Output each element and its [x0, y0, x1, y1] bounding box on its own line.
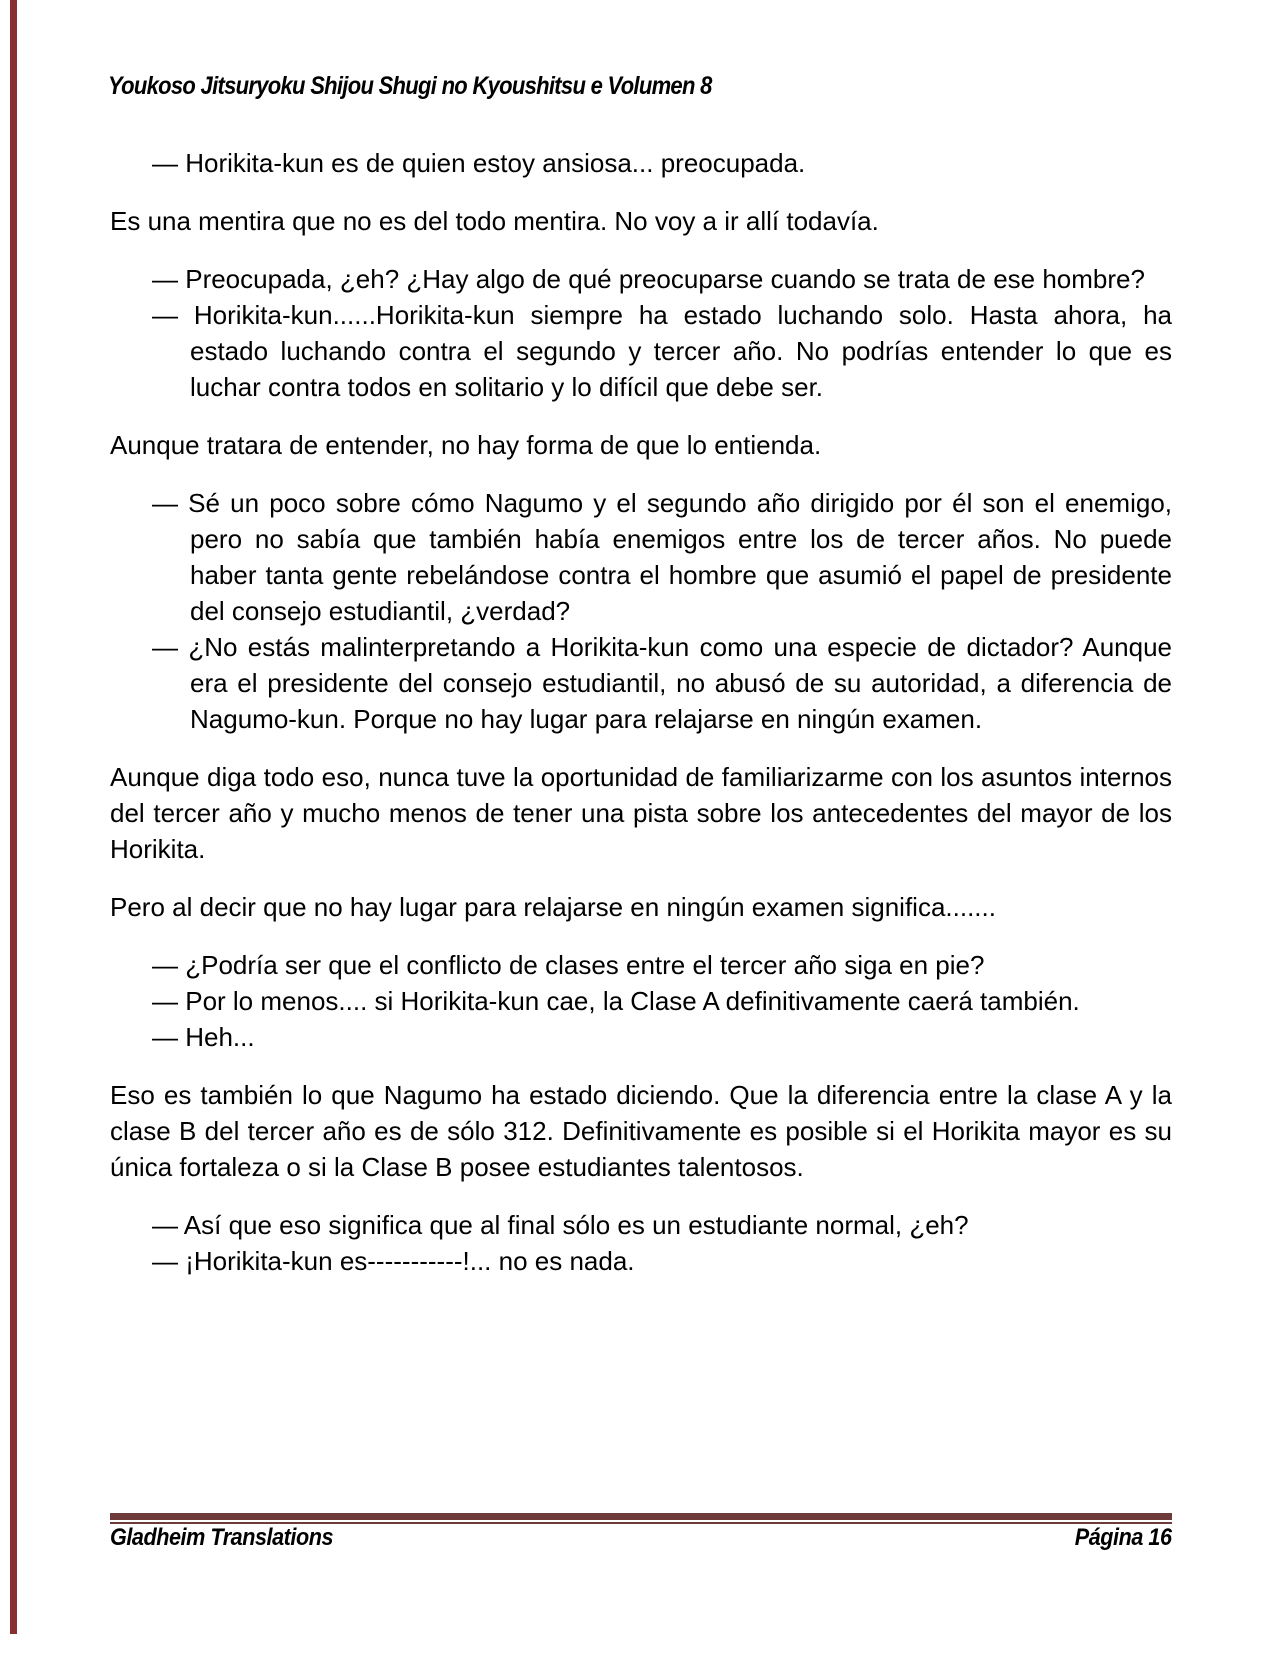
- dialogue-group: [110, 485, 1172, 737]
- footer-divider-thick-line: [110, 1513, 1172, 1520]
- dialogue-line: — Horikita-kun es de quien estoy ansiosa... preocupada.: [152, 148, 806, 178]
- paragraph: Es una mentira que no es del todo mentira. No voy a ir allí todavía.: [110, 206, 879, 236]
- paragraph: Eso es también lo que Nagumo ha estado diciendo. Que la diferencia entre la clase A y la clase B del tercer año es de sólo 312. Definitivamente es posible si el Horikita mayor es su única fortaleza o si la Clase B posee estudiantes talentosos.: [110, 1080, 1172, 1182]
- document-body: [110, 145, 1172, 1301]
- dialogue-group: [110, 1207, 1172, 1279]
- dialogue-line: — Por lo menos.... si Horikita-kun cae, la Clase A definitivamente caerá también.: [152, 986, 1080, 1016]
- dialogue-group: [110, 261, 1172, 405]
- dialogue-line: — Heh...: [152, 1022, 255, 1052]
- dialogue-line: — Horikita-kun......Horikita-kun siempre ha estado luchando solo. Hasta ahora, ha estado luchando contra el segundo y tercer año. No podrías entender lo que es luchar contra todos en solitario y lo difícil que debe ser.: [152, 300, 1172, 402]
- dialogue-group: [110, 145, 1172, 181]
- dialogue-line: — Preocupada, ¿eh? ¿Hay algo de qué preocuparse cuando se trata de ese hombre?: [152, 264, 1145, 294]
- page-header-title: Youkoso Jitsuryoku Shijou Shugi no Kyoushitsu e Volumen 8: [108, 72, 712, 100]
- page-footer: [110, 1524, 1172, 1552]
- footer-page-number: Página 16: [1075, 1524, 1172, 1551]
- dialogue-group: [110, 947, 1172, 1055]
- dialogue-line: — Sé un poco sobre cómo Nagumo y el segundo año dirigido por él son el enemigo, pero no sabía que también había enemigos entre los de tercer años. No puede haber tanta gente rebelándose contra el hombre que asumió el papel de presidente del consejo estudiantil, ¿verdad?: [152, 488, 1172, 626]
- footer-translator-credit: Gladheim Translations: [110, 1524, 334, 1551]
- paragraph: Aunque diga todo eso, nunca tuve la oportunidad de familiarizarme con los asuntos internos del tercer año y mucho menos de tener una pista sobre los antecedentes del mayor de los Horikita.: [110, 762, 1172, 864]
- footer-divider: [110, 1513, 1172, 1524]
- paragraph: Aunque tratara de entender, no hay forma de que lo entienda.: [110, 430, 822, 460]
- dialogue-line: — ¡Horikita-kun es-----------!... no es nada.: [152, 1246, 635, 1276]
- dialogue-line: — Así que eso significa que al final sólo es un estudiante normal, ¿eh?: [152, 1210, 969, 1240]
- paragraph: Pero al decir que no hay lugar para relajarse en ningún examen significa.......: [110, 892, 996, 922]
- page-left-border: [10, 0, 17, 1634]
- dialogue-line: — ¿No estás malinterpretando a Horikita-kun como una especie de dictador? Aunque era el presidente del consejo estudiantil, no abusó de su autoridad, a diferencia de Nagumo-kun. Porque no hay lugar para relajarse en ningún examen.: [152, 632, 1172, 734]
- dialogue-line: — ¿Podría ser que el conflicto de clases entre el tercer año siga en pie?: [152, 950, 985, 980]
